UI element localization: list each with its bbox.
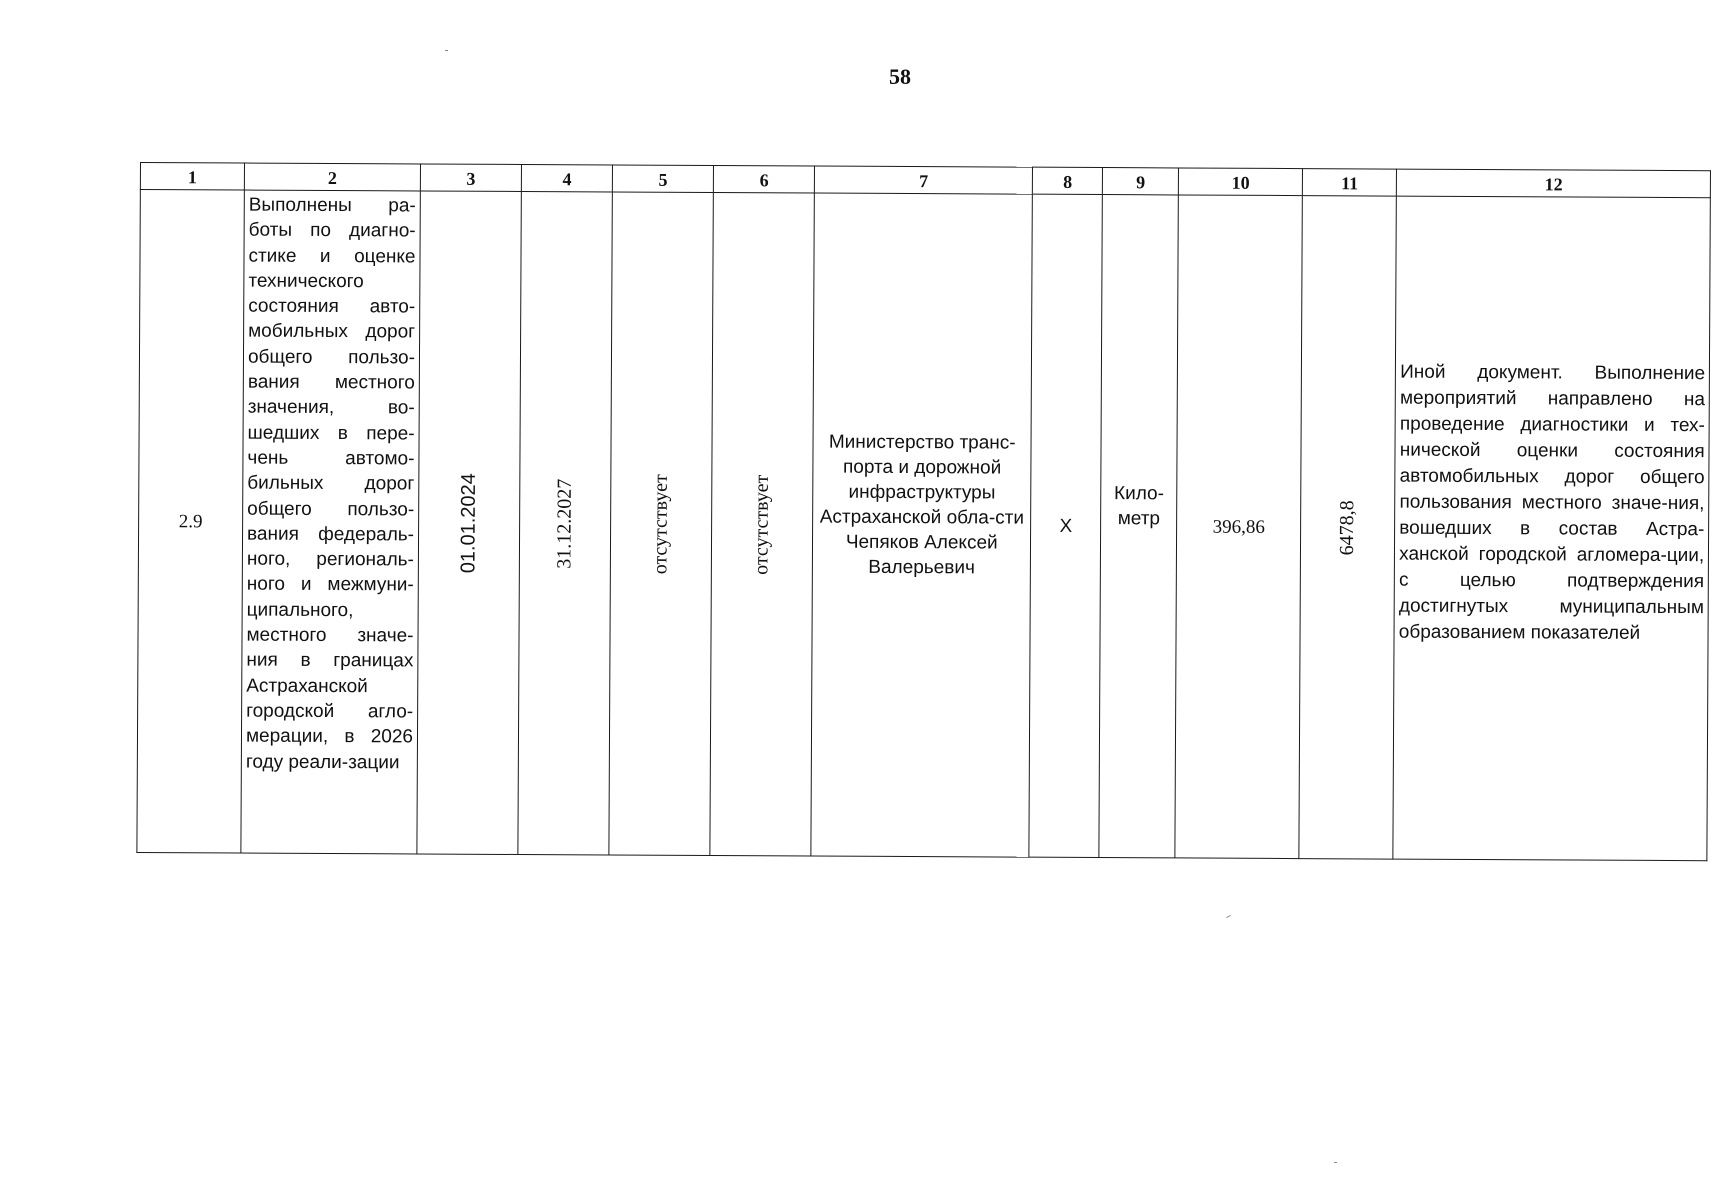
row-number-cell bbox=[137, 190, 244, 854]
responsible-org: Министерство транс-порта и дорожной инфраструктуры Астраханской обла-сти bbox=[819, 431, 1025, 529]
header-cell-5: 5 bbox=[612, 165, 713, 193]
header-cell-11: 11 bbox=[1303, 169, 1397, 196]
header-cell-2: 2 bbox=[244, 163, 420, 191]
col11-cell bbox=[1299, 196, 1396, 859]
row-number: 2.9 bbox=[178, 510, 203, 532]
scan-speck bbox=[1226, 915, 1231, 918]
end-date-cell bbox=[518, 191, 612, 854]
page-number: 58 bbox=[889, 64, 911, 89]
col8-cell bbox=[1029, 194, 1102, 857]
header-cell-8: 8 bbox=[1033, 167, 1103, 194]
col8-text: X bbox=[1059, 515, 1073, 537]
header-cell-10: 10 bbox=[1179, 168, 1303, 196]
header-cell-9: 9 bbox=[1103, 168, 1179, 195]
header-cell-6: 6 bbox=[714, 166, 815, 194]
table-row bbox=[137, 190, 1711, 861]
data-table bbox=[136, 162, 1711, 861]
description-cell bbox=[241, 190, 420, 854]
col10-cell bbox=[1175, 195, 1302, 859]
note-text: Иной документ. Выполнение мероприятий направлено на проведение диагностики и тех-нической оценки состояния автомобильных дорог общего пользования местного значе-ния, вошедших в состав Астра-ханской городской агломера-ции, с целью подтверждения достигнутых муниципальным образованием показателей bbox=[1398, 361, 1706, 644]
start-date-cell bbox=[417, 191, 522, 855]
note-cell bbox=[1393, 196, 1710, 861]
header-cell-12: 12 bbox=[1397, 169, 1711, 198]
end-date: 31.12.2027 bbox=[553, 478, 576, 569]
scan-speck bbox=[445, 50, 448, 51]
col5-cell bbox=[609, 192, 714, 856]
header-cell-4: 4 bbox=[521, 164, 612, 191]
scan-speck bbox=[1334, 1162, 1337, 1163]
header-cell-3: 3 bbox=[420, 164, 521, 192]
col10-text: 396,86 bbox=[1212, 516, 1266, 538]
unit-text: Кило-метр bbox=[1114, 483, 1165, 530]
col6-cell bbox=[710, 193, 815, 857]
col11-text: 6478,8 bbox=[1336, 499, 1359, 555]
responsible-cell bbox=[811, 193, 1032, 857]
responsible-person: Чепяков Алексей Валерьевич bbox=[845, 531, 998, 579]
header-cell-7: 7 bbox=[815, 166, 1033, 194]
header-cell-1: 1 bbox=[140, 163, 244, 191]
start-date: 01.01.2024 bbox=[457, 472, 480, 573]
col6-text: отсутствует bbox=[750, 474, 774, 575]
col5-text: отсутствует bbox=[649, 473, 673, 574]
description-text: Выполнены ра-боты по диагно-стике и оценке технического состояния авто-мобильных дорог общего пользо-вания местного значения, во-шедших в пере-чень автомо-бильных дорог общего пользо-вания федераль-ного, региональ-ного и межмуни-ципального, местного значе-ния в границах Астраханской городской агло-мерации, в 2026 году реали-зации bbox=[245, 194, 416, 773]
unit-cell bbox=[1099, 195, 1178, 858]
